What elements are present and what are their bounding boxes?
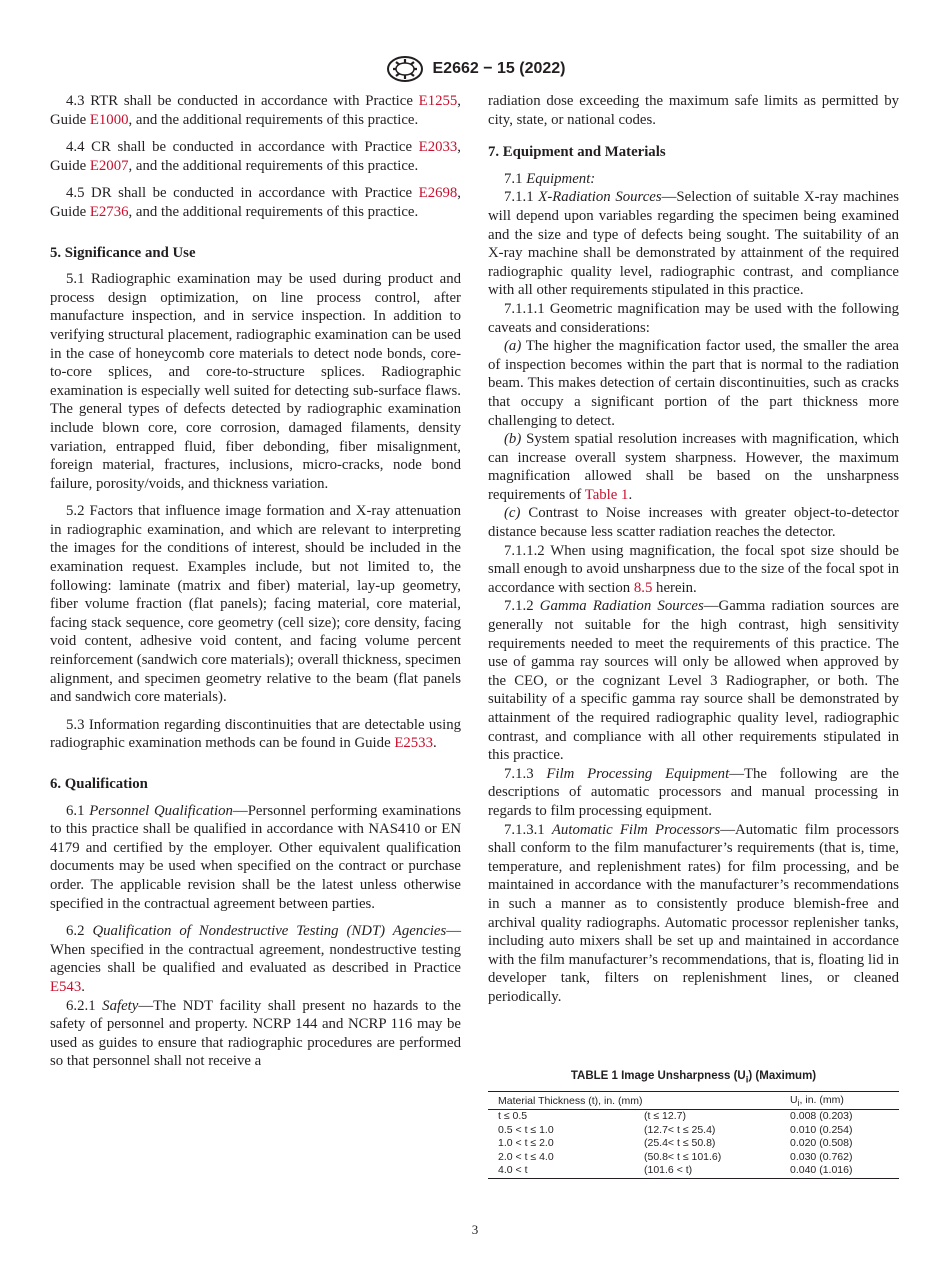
table-caption: TABLE 1 Image Unsharpness $(U_i)$ (Maximum) xyxy=(570,1070,817,1086)
section-heading-5: 5. Significance and Use xyxy=(50,244,196,261)
paragraph-7-1-3-1: 7.1.3.1 Automatic Film Processors—Automatic film processors shall conform to the film manufacturer’s requirements (that is, time, temperature, and replenishment rates) for film processing, and be maintained in accordance with the manufacturer’s recommendations in such a manner as to consistently produce blemish-free and archival quality radiographs. Automatic processor replenisher tanks, including auto mixers shall be set up and maintained in accordance with the film manufacturer’s recommendations, that is, floating lid in developer tank, filters on replenishment lines, or cleaned periodically. xyxy=(488,821,900,1005)
paragraph-item-b: (b) System spatial resolution increases with magnification, which can increase overall system sharpness. However, the maximum magnification allowed shall be based on the unsharpness requirements of Table 1. xyxy=(488,431,899,503)
table-cell: 0.020 (0.508) xyxy=(790,1137,853,1150)
section-heading-7: 7. Equipment and Materials xyxy=(488,144,666,161)
reference-link[interactable]: E2698 xyxy=(418,185,458,202)
unsharpness-table xyxy=(488,1070,899,1179)
table-cell: t ≤ 0.5 xyxy=(498,1110,528,1123)
table-reference-link[interactable]: Table 1 xyxy=(584,486,629,503)
page-number: 3 xyxy=(471,1222,479,1237)
page-header xyxy=(0,55,950,83)
paragraph-6-1: 6.1 Personnel Qualification—Personnel performing examinations to this practice shall be qualified in accordance with NAS410 or EN 4179 and certified by the employer. Other equivalent qualification documents may be used when specified on the contract or purchase order. The applicable revision shall be the latest unless otherwise specified in the contractual agreement between parties. xyxy=(50,802,462,912)
table-row xyxy=(488,1137,899,1151)
paragraph-5-3: 5.3 Information regarding discontinuities that are detectable using radiographic examination methods can be found in Guide E2533. xyxy=(50,716,461,752)
paragraph-7-1-2: 7.1.2 Gamma Radiation Sources—Gamma radiation sources are generally not suitable for the high contrast, high sensitivity requirements needed to meet the requirements of this practice. The use of gamma ray sources will only be allowed when approved by the CEO, or the cognizant Level 3 Radiographer, or both. The suitability of a specific gamma ray source shall be demonstrated by attainment of the required radiographic quality level, radiographic contrast, and compliance with all other requirements stipulated in this practice. xyxy=(488,598,899,764)
paragraph-continuation: radiation dose exceeding the maximum safe limits as permitted by city, state, or national codes. xyxy=(488,93,899,128)
table-row xyxy=(488,1164,899,1178)
column-header-thickness: Material Thickness (t), in. (mm) xyxy=(488,1092,780,1110)
paragraph-6-2-1: 6.2.1 Safety—The NDT facility shall present no hazards to the safety of personnel and property. NCRP 144 and NCRP 116 may be used as guides to ensure that radiographic procedures are performed so that personnel shall not receive a xyxy=(50,997,462,1070)
paragraph-7-1-1: 7.1.1 X-Radiation Sources—Selection of suitable X-ray machines will depend upon variables regarding the specimen being examined and the size and type of defects being sought. The suitability of an X-ray machine shall be demonstrated by attainment of the required radiographic quality level, radiographic contrast, and compliance with all other requirements stipulated in this practice. xyxy=(488,189,900,299)
table-cell: (12.7< t ≤ 25.4) xyxy=(644,1123,716,1136)
paragraph-7-1-3: 7.1.3 Film Processing Equipment—The following are the descriptions of automatic processors and manual processing in regards to film processing equipment. xyxy=(488,765,899,819)
table-cell: (25.4< t ≤ 50.8) xyxy=(644,1137,716,1150)
table-cell: 2.0 < t ≤ 4.0 xyxy=(498,1150,554,1163)
table-row xyxy=(488,1124,899,1138)
paragraph-4-5: 4.5 DR shall be conducted in accordance with Practice E2698, Guide E2736, and the additional requirements of this practice. xyxy=(50,185,461,220)
reference-link[interactable]: E1000 xyxy=(89,111,129,128)
paragraph-5-1: 5.1 Radiographic examination may be used during product and process design optimization, on line process control, after manufacture inspection, and in service inspection. In addition to verifying structural placement, radiographic examination can be used in the case of honeycomb core materials to detect node bonds, core-to-core splices, and core-to-structure splices. Radiographic examination is especially well suited for detecting sub-surface flaws. The general types of defects detected by radiographic examination include blown core, core corrosion, damaged filaments, density variation, entrapped fluid, fiber debonding, fiber misalignment, foreign material, fractures, inclusions, micro-cracks, node bond failure, porosity/voids, and thickness variation. xyxy=(50,271,461,492)
paragraph-6-2: 6.2 Qualification of Nondestructive Testing (NDT) Agencies—When specified in the contractual agreement, nondestructive testing agencies shall be qualified and evaluated as described in Practice E543. xyxy=(50,923,461,995)
table-cell: 0.008 (0.203) xyxy=(790,1110,853,1123)
paragraph-5-2: 5.2 Factors that influence image formation and X-ray attenuation in radiographic examination, and which are relevant to interpreting the images for the conditions of interest, should be included in the examination request. Examples include, but not limited to, the following: laminate (matrix and fiber) material, lay-up geometry, fiber volume fraction (flat panels); facing material, core material, facing stack sequence, core geometry (cell size); core density, facing void content, adhesive void content, and facing volume percent reinforcement (sandwich core materials); overall thickness, specimen alignment, and specimen geometry relative to the beam (flat panels and sandwich core materials). xyxy=(50,503,461,706)
table-cell: (101.6 < t) xyxy=(634,1164,780,1178)
table-cell: (t ≤ 12.7) xyxy=(644,1110,686,1123)
table-cell: 1.0 < t ≤ 2.0 xyxy=(498,1137,554,1150)
reference-link[interactable]: E2007 xyxy=(89,157,129,174)
paragraph-4-3: 4.3 RTR shall be conducted in accordance with Practice E1255, Guide E1000, and the additional requirements of this practice. xyxy=(50,93,461,128)
reference-link[interactable]: E2736 xyxy=(89,203,129,220)
table-cell: 0.010 (0.254) xyxy=(790,1123,853,1136)
reference-link[interactable]: E2533 xyxy=(394,735,433,752)
table-cell: 0.030 (0.762) xyxy=(790,1150,853,1163)
paragraph-4-4: 4.4 CR shall be conducted in accordance with Practice E2033, Guide E2007, and the additional requirements of this practice. xyxy=(50,139,461,174)
table-cell: (50.8< t ≤ 101.6) xyxy=(644,1150,722,1163)
table-header-row xyxy=(488,1092,899,1110)
section-reference-link[interactable]: 8.5 xyxy=(633,579,653,596)
paragraph-7-1-1-1: 7.1.1.1 Geometric magnification may be used with the following caveats and considerations: xyxy=(488,300,899,336)
table-row xyxy=(488,1151,899,1165)
right-column xyxy=(488,92,899,1007)
paragraph-item-c: (c) Contrast to Noise increases with greater object-to-detector distance because less scatter radiation reaches the detector. xyxy=(488,505,899,541)
paragraph-item-a: (a) The higher the magnification factor used, the smaller the area of inspection becomes within the part that is normal to the radiation beam. This makes detection of certain discontinuities, such as cracks that occupy a significant portion of the part thickness more challenging to detect. xyxy=(488,338,899,429)
column-header-unsharpness: $U_i$, in. (mm) xyxy=(780,1092,899,1110)
table-cell: 0.5 < t ≤ 1.0 xyxy=(498,1123,554,1136)
section-heading-6: 6. Qualification xyxy=(50,776,148,792)
reference-link[interactable]: E2033 xyxy=(418,139,458,156)
astm-logo-icon xyxy=(385,55,425,83)
left-column xyxy=(50,92,461,1071)
document-number: E2662 − 15 (2022) xyxy=(432,60,566,77)
paragraph-7-1-1-2: 7.1.1.2 When using magnification, the focal spot size should be small enough to avoid unsharpness due to the size of the focal spot in accordance with section 8.5 herein. xyxy=(488,542,899,596)
table-row xyxy=(488,1110,899,1124)
paragraph-7-1: 7.1 Equipment: xyxy=(504,170,596,187)
table-cell: 4.0 < t xyxy=(488,1164,634,1178)
table-cell: 0.040 (1.016) xyxy=(780,1164,899,1178)
reference-link[interactable]: E543 xyxy=(50,978,82,995)
reference-link[interactable]: E1255 xyxy=(418,93,458,109)
